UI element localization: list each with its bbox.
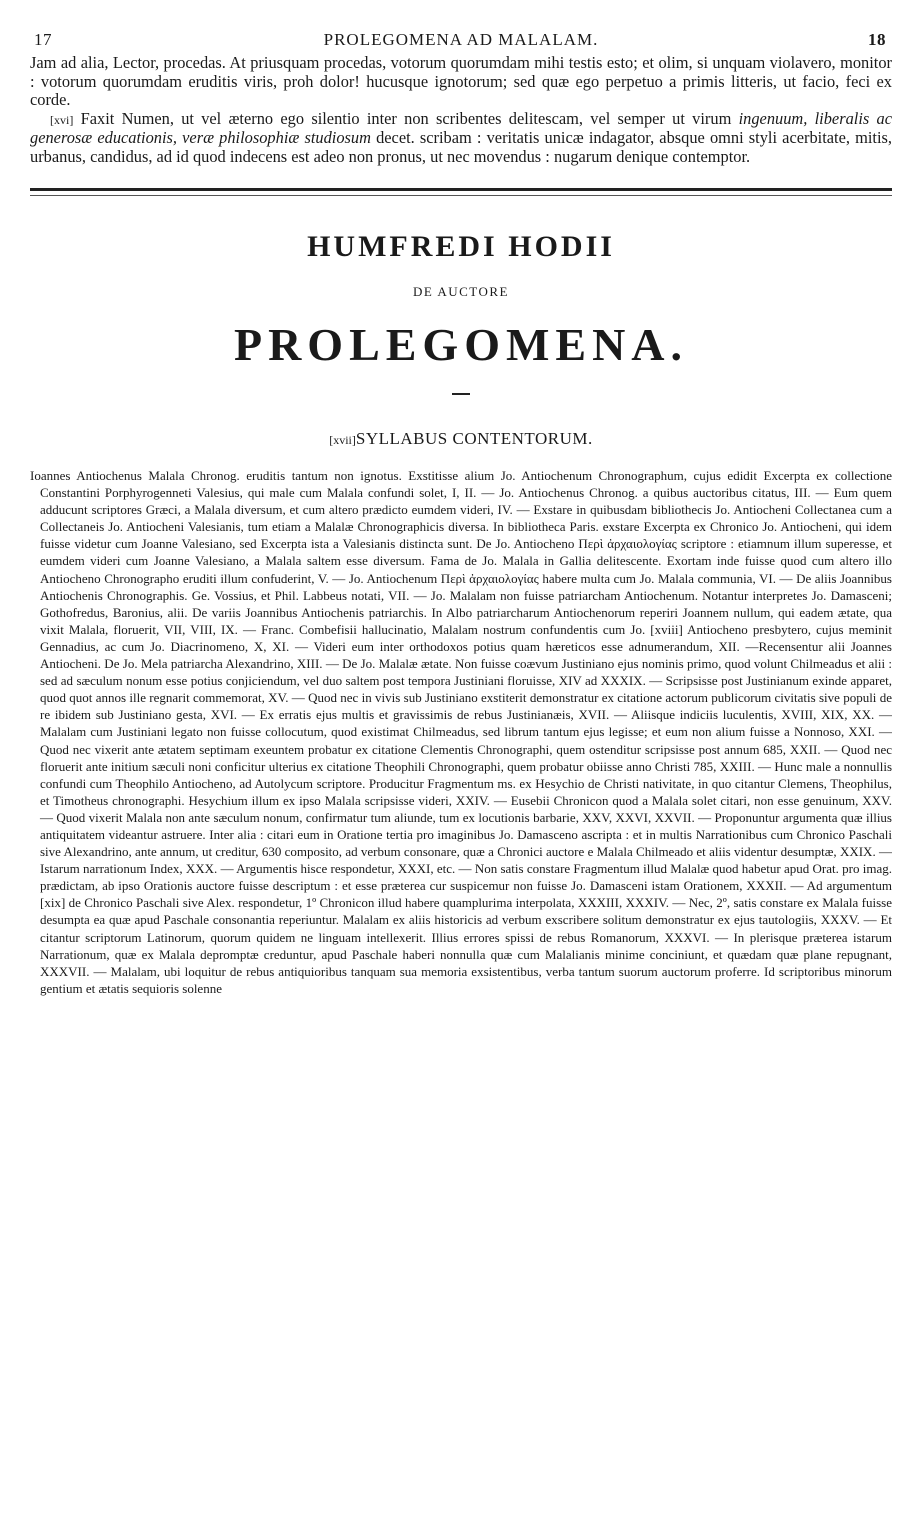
syllabus-heading (30, 429, 892, 449)
vow-text-a: Faxit Numen, ut vel æterno ego silentio inter non scribentes delitescam, vel semper ut virum (80, 108, 732, 128)
title-dash-divider (452, 393, 470, 395)
preface-paragraph: Jam ad alia, Lector, procedas. At priusquam procedas, votorum quorumdam mihi testis esto; et olim, si unquam violavero, monitor : votorum quorumdam eruditis viris, proh dolor! hucusque ignotorum; sed quæ ego perpetuo a primis litteris, ut facio, feci ex corde. (30, 53, 892, 109)
syllabus-heading-text: SYLLABUS CONTENTORUM. (355, 429, 593, 448)
section-marker: [xvi] (50, 112, 74, 127)
running-header (30, 30, 892, 54)
page-number-right: 18 (868, 30, 886, 49)
vow-text-italic: ingenuum, liberalis ac generosæ educationis, veræ philosophiæ studiosum (30, 108, 892, 147)
title-de-auctore: DE AUCTORE (412, 284, 509, 299)
title-author: HUMFREDI HODII (307, 230, 615, 263)
section-divider (30, 188, 892, 196)
section-marker: [xvii] (329, 433, 356, 447)
vow-text-b: decet. scribam : veritatis unicæ indagator, absque omni styli acerbitate, mitis, urbanus, candidus, ad id quod indecens est adeo non pronus, ut nec movendus : nugarum denique contemptor. (30, 128, 892, 166)
preface-paragraph-vow (30, 110, 892, 167)
syllabus-body (30, 467, 892, 997)
syllabus-paragraph: Ioannes Antiochenus Malala Chronog. eruditis tantum non ignotus. Exstitisse alium Jo. Antiochenum Chronographum, cujus edidit Excerpta ex collectione Constantini Porphyrogenneti Valesius, qui male cum Malala confundi solet, I, II. — Jo. Antiochenus Chronog. a quibus auctoribus citatus, III. — Eum quem adducunt scriptores Græci, a Malala diversum, et cum altero prædicto eumdem videri, IV. — Exstare in quibusdam bibliothecis Jo. Antiocheni Collectanea cum a Collectaneis Jo. Antiocheni Valesianis, tum etiam a Malalæ Chronographicis diversa. In bibliotheca Paris. exstare Excerpta ex Chronico Jo. Antiocheni, qui idem fuisse videtur cum Joanne Valesiano, sed Excerpta ista a Valesianis distincta sunt. De Jo. Antiocheno Περὶ ἀρχαιολογίας scriptore : etiamnum illum superesse, et eumdem videri cum Joanne Valesiano, a Malala saltem esse diversum. Fama de Jo. Malala in Gallia delitescente. Exortam inde fuisse quod cum altero illo Antiocheno Chronographo eruditi illum confuderint, V. — Jo. Antiochenum Περὶ ἀρχαιολογίας habere multa cum Jo. Malala communia, VI. — De aliis Joannibus Antiochenis Chronographis. Ge. Vossius, et Phil. Labbeus notati, VII. — Jo. Malalam non fuisse patriarcham Antiochenum. Notantur interpretes Jo. Damasceni; Gothofredus, Baronius, alii. De variis Joannibus Antiochenis patriarchis. In Albo patriarcharum Antiochenorum reperiri Joannem nullum, qui eadem ætate, qua vixit Malala, floruerit, VII, VIII, IX. — Franc. Combefisii hallucinatio, Malalam nostrum confundentis cum Jo. [xviii] Antiocheno presbytero, cujus meminit Gennadius, ac cum Jo. Diacrinomeno, X, XI. — Videri eum inter orthodoxos potius quam hæreticos esse adnumerandum, XII. —Recensentur alii Joannes Antiocheni. De Jo. Mela patriarcha Alexandrino, XIII. — De Jo. Malalæ ætate. Non fuisse coævum Justiniano ejus nominis primo, quod volunt Chilmeadus et alii : sed ad sæculum nonum esse potius conjiciendum, vel duo saltem post tempora Justiniani floruisse, XIV ad XXXIX. — Scripsisse post Justinianum exinde apparet, quod quot annos ille regnarit commemorat, XV. — Quod nec in vivis sub Justiniano exstiterit demonstratur ex citatione actorum publicorum civitatis sive populi de re ibidem sub Justiniano gesta, XVI. — Ex erratis ejus multis et gravissimis de rebus Justinianæis, XVII. — Aliisque indiciis luculentis, XVIII, XIX, XX. — Malalam cum Justiniani legato non fuisse collocutum, quod existimat Chilmeadus, sed librum tantum ejus legisse; et eum non alium fuisse a Nonnoso, XXI. — Quod nec vixerit ante ætatem septimam exeuntem probatur ex citatione Clementis Chronographi, quem ostenditur scripsisse post annum 685, XXII. — Quod nec floruerit ante initium sæculi noni conficitur ulterius ex citatione Theophili Chronographi, quem probatur obiisse anno Christi 785, XXIII. — Hunc male a nonnullis confundi cum Theophilo Antiocheno, ad Autolycum scriptore. Producitur Fragmentum ms. ex Hesychio de Christi nativitate, in quo citantur Clemens, Theophilus, et Timotheus chronographi. Hesychium illum ex ipso Malala scripsisse videri, XXIV. — Eusebii Chronicon quod a Malala solet citari, non esse genuinum, XXV. — Quod vixerit Malala non ante sæculum nonum, confirmatur tum aliunde, tum ex locutionis barbarie, XXV, XXVI, XXVII. — Proponuntur argumenta quæ illius antiquitatem videantur astruere. Inter alia : citari eum in Oratione tertia pro imaginibus Jo. Damasceno ascripta : et in multis Narrationibus cum Chronico Paschali sive Alexandrino, ante annum, ut creditur, 630 composito, ad verbum consonare, quæ a Chronici auctore e Malala Chilmeado et aliis videntur desumptæ, XXIX. — Istarum narrationum Index, XXX. — Argumentis hisce respondetur, XXXI, etc. — Non satis constare Fragmentum illud Malalæ quod habetur apud Orat. pro imag. prædictam, ab ipso Orationis auctore fuisse descriptum : et esse præterea cur suspicemur non fuisse Jo. Damasceni istam Orationem, XXXII. — Ad argumentum [xix] de Chronico Paschali sive Alex. respondetur, 1º Chronicon illud habere quamplurima interpolata, XXXIII, XXXIV. — Nec, 2º, satis constare ex Malala fuisse desumpta ea quæ apud Paschale consonantia reperiuntur. Malalam ex aliis historicis ad verbum exscribere solitum demonstratur ex ejus tautologiis, XXXV. — Et citantur scriptorum Latinorum, quorum quidem ne linguam intellexerit. Illius errores spissi de rebus Romanorum, XXXVI. — In plerisque præterea istarum Narrationum, quæ ex Malala depromptæ creduntur, apud Paschale haberi nonnulla quæ cum Malalianis minime conciniunt, et quædam quæ plane repugnant, XXXVII. — Malalam, ubi loquitur de rebus antiquioribus tanquam sua memoria exsistentibus, verba tantum suorum auctorum proferre. Id scriptoribus minorum gentium et ætatis sequioris solenne (30, 468, 892, 996)
preface-closing-text (30, 54, 892, 166)
title-main: PROLEGOMENA. (233, 319, 689, 370)
running-title: PROLEGOMENA AD MALALAM. (323, 30, 599, 49)
page-number-left: 17 (34, 30, 52, 49)
book-page (30, 30, 892, 1530)
